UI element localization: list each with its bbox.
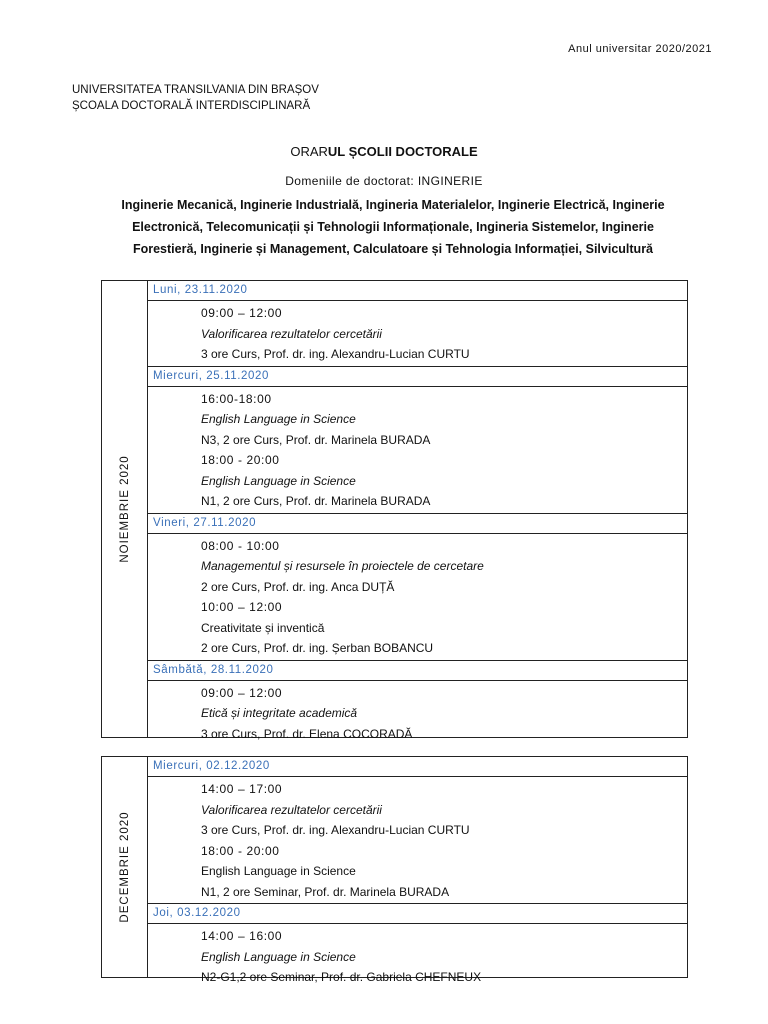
day-sessions xyxy=(148,777,687,904)
day-heading: Joi, 03.12.2020 xyxy=(148,904,687,924)
month-column xyxy=(102,757,148,977)
day-heading: Luni, 23.11.2020 xyxy=(148,281,687,301)
session-time: 08:00 - 10:00 xyxy=(201,538,280,553)
course-title: Valorificarea rezultatelor cercetării xyxy=(201,802,382,817)
day-list xyxy=(148,281,687,741)
day-sessions xyxy=(148,681,687,746)
session-time: 14:00 – 17:00 xyxy=(201,782,283,796)
session-time: 16:00-18:00 xyxy=(201,391,272,406)
session-detail: English Language in Science xyxy=(201,864,356,878)
course-title: English Language in Science xyxy=(201,949,356,964)
domains-line: Domeniile de doctorat: INGINERIE xyxy=(285,174,483,188)
month-block-decembrie xyxy=(101,756,688,984)
institution-header xyxy=(72,82,319,114)
session-time: 09:00 – 12:00 xyxy=(201,306,283,320)
session-time: 18:00 - 20:00 xyxy=(201,843,280,858)
title-main: UL ȘCOLII DOCTORALE xyxy=(327,144,478,159)
session-detail: 3 ore Curs, Prof. dr. ing. Alexandru-Lucian CURTU xyxy=(201,347,470,361)
session-detail: 3 ore Curs, Prof. dr. ing. Alexandru-Lucian CURTU xyxy=(201,823,470,837)
day-heading: Sâmbătă, 28.11.2020 xyxy=(148,661,687,681)
academic-year: Anul universitar 2020/2021 xyxy=(568,43,712,55)
month-block-noiembrie xyxy=(101,280,688,741)
fields-line-3: Forestieră, Inginerie și Management, Calculatoare și Tehnologia Informației, Silvicultură xyxy=(132,242,654,256)
session-time: 09:00 – 12:00 xyxy=(201,685,283,700)
day-heading: Miercuri, 25.11.2020 xyxy=(148,367,687,387)
title-prefix: ORAR xyxy=(290,144,328,159)
course-title: Valorificarea rezultatelor cercetării xyxy=(201,326,382,341)
day-heading: Miercuri, 02.12.2020 xyxy=(148,757,687,777)
session-detail: Creativitate și inventică xyxy=(201,620,325,635)
month-column xyxy=(102,281,148,737)
course-title: English Language in Science xyxy=(201,473,356,488)
session-time: 18:00 - 20:00 xyxy=(201,453,280,467)
session-detail: N1, 2 ore Seminar, Prof. dr. Marinela BURADA xyxy=(201,884,450,899)
session-detail: 2 ore Curs, Prof. dr. ing. Anca DUȚĂ xyxy=(201,579,395,594)
session-time: 14:00 – 16:00 xyxy=(201,929,283,943)
session-detail: 2 ore Curs, Prof. dr. ing. Șerban BOBANCU xyxy=(201,641,434,655)
day-list xyxy=(148,757,687,984)
doctoral-school-name: ȘCOALA DOCTORALĂ INTERDISCIPLINARĂ xyxy=(72,100,311,112)
session-detail: N2-G1,2 ore Seminar, Prof. dr. Gabriela CHEFNEUX xyxy=(201,970,482,984)
session-detail: 3 ore Curs, Prof. dr. Elena COCORADĂ xyxy=(201,726,413,741)
day-heading: Vineri, 27.11.2020 xyxy=(148,514,687,534)
session-detail: N1, 2 ore Curs, Prof. dr. Marinela BURADA xyxy=(201,494,431,508)
day-sessions xyxy=(148,534,687,661)
month-label: NOIEMBRIE 2020 xyxy=(118,455,131,563)
day-sessions xyxy=(148,387,687,514)
fields-list xyxy=(80,194,706,260)
page-title xyxy=(0,144,768,159)
session-detail: N3, 2 ore Curs, Prof. dr. Marinela BURADA xyxy=(201,432,431,447)
month-label: DECEMBRIE 2020 xyxy=(118,811,131,923)
session-time: 10:00 – 12:00 xyxy=(201,600,283,614)
course-title: Managementul și resursele în proiectele de cercetare xyxy=(201,559,484,573)
course-title: Etică și integritate academică xyxy=(201,706,358,720)
university-name: UNIVERSITATEA TRANSILVANIA DIN BRAȘOV xyxy=(72,84,319,96)
course-title: English Language in Science xyxy=(201,412,356,426)
day-sessions xyxy=(148,301,687,367)
fields-line-2: Electronică, Telecomunicații și Tehnologii Informaționale, Ingineria Sistemelor, Inginerie xyxy=(132,220,654,234)
day-sessions xyxy=(148,924,687,989)
fields-line-1: Inginerie Mecanică, Inginerie Industrială, Ingineria Materialelor, Inginerie Electrică, Inginerie xyxy=(121,198,665,212)
